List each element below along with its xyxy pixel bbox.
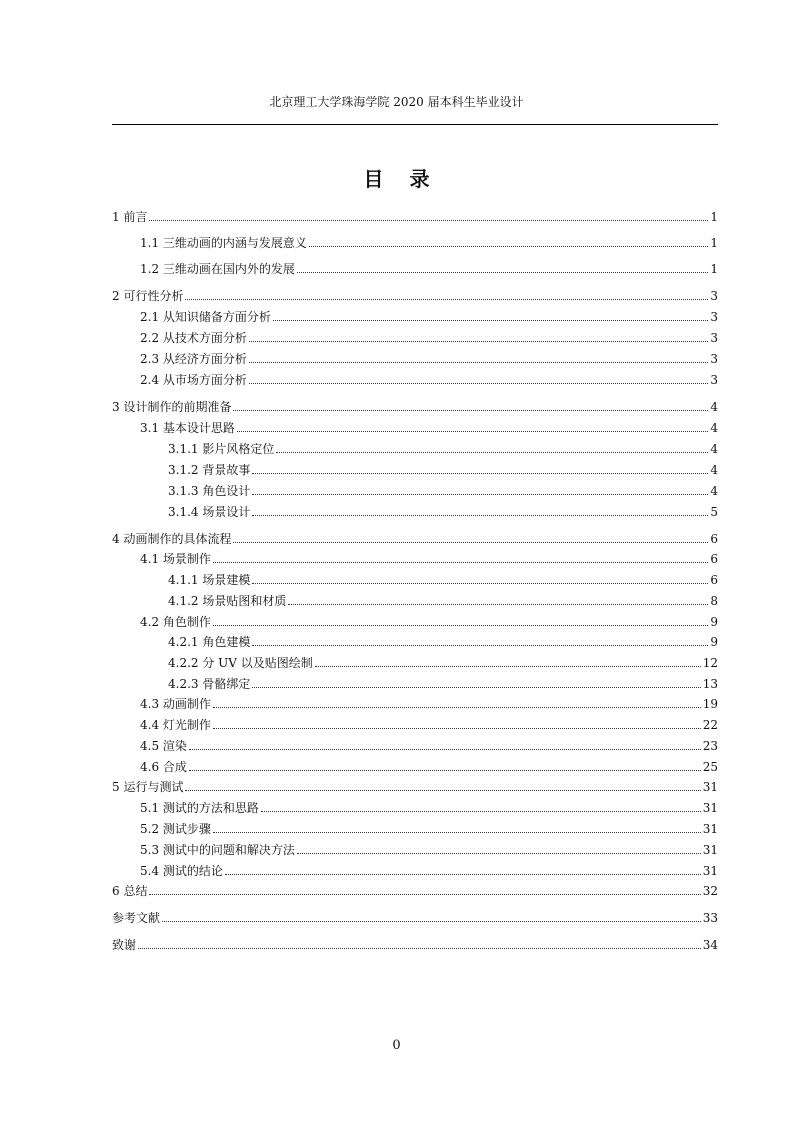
toc-dot-leader — [252, 473, 708, 474]
toc-entry-label: 5 运行与测试 — [112, 780, 184, 794]
toc-entry[interactable] — [112, 757, 718, 775]
toc-dot-leader — [185, 299, 708, 300]
toc-entry-label: 3.1 基本设计思路 — [140, 421, 235, 435]
toc-entry-label: 参考文献 — [112, 911, 161, 925]
toc-entry-label: 1.2 三维动画在国内外的发展 — [140, 262, 295, 276]
toc-entry-label: 5.1 测试的方法和思路 — [140, 801, 259, 815]
toc-entry-page: 19 — [702, 697, 718, 711]
toc-entry-label: 5.2 测试步骤 — [140, 822, 211, 836]
toc-entry-page: 23 — [702, 739, 718, 753]
toc-entry[interactable] — [112, 328, 718, 346]
toc-entry-page: 3 — [710, 352, 718, 366]
toc-dot-leader — [273, 320, 708, 321]
toc-entry-label: 2.4 从市场方面分析 — [140, 373, 247, 387]
toc-entry[interactable] — [112, 286, 718, 304]
table-of-contents — [112, 0, 718, 1122]
toc-entry[interactable] — [112, 307, 718, 325]
toc-entry-label: 4.5 渲染 — [140, 739, 187, 753]
toc-dot-leader — [138, 948, 701, 949]
toc-entry-page: 6 — [710, 532, 718, 546]
toc-entry-page: 4 — [710, 442, 718, 456]
toc-dot-leader — [213, 625, 708, 626]
toc-entry-label: 3.1.2 背景故事 — [168, 463, 251, 477]
toc-dot-leader — [252, 494, 708, 495]
toc-entry-page: 5 — [710, 505, 718, 519]
toc-entry-label: 3.1.3 角色设计 — [168, 484, 251, 498]
toc-entry-page: 4 — [710, 484, 718, 498]
toc-dot-leader — [261, 811, 701, 812]
toc-entry[interactable] — [112, 591, 718, 609]
toc-entry-page: 34 — [702, 938, 718, 952]
toc-entry-label: 致谢 — [112, 938, 137, 952]
page-number: 0 — [392, 1038, 401, 1053]
toc-dot-leader — [213, 832, 701, 833]
running-header: 北京理工大学珠海学院 2020 届本科生毕业设计 — [269, 95, 524, 109]
toc-entry-page: 31 — [702, 843, 718, 857]
toc-entry[interactable] — [112, 370, 718, 388]
toc-dot-leader — [213, 707, 701, 708]
toc-entry[interactable] — [112, 674, 718, 692]
toc-entry-page: 12 — [702, 656, 718, 670]
toc-entry-label: 5.4 测试的结论 — [140, 864, 223, 878]
toc-entry-label: 4.2.2 分 UV 以及贴图绘制 — [168, 656, 313, 670]
toc-entry-page: 4 — [710, 421, 718, 435]
toc-dot-leader — [233, 410, 708, 411]
toc-dot-leader — [288, 604, 708, 605]
toc-entry-label: 4.2 角色制作 — [140, 615, 211, 629]
toc-dot-leader — [249, 341, 708, 342]
toc-entry[interactable] — [112, 798, 718, 816]
toc-entry-page: 3 — [710, 289, 718, 303]
toc-dot-leader — [149, 220, 708, 221]
toc-entry-page: 4 — [710, 463, 718, 477]
toc-entry-page: 3 — [710, 373, 718, 387]
toc-dot-leader — [252, 645, 708, 646]
toc-dot-leader — [213, 562, 708, 563]
toc-entry-label: 4.1.1 场景建模 — [168, 573, 251, 587]
toc-dot-leader — [237, 431, 708, 432]
toc-entry-label: 1.1 三维动画的内涵与发展意义 — [140, 236, 307, 250]
toc-dot-leader — [189, 749, 701, 750]
toc-entry-page: 31 — [702, 780, 718, 794]
toc-dot-leader — [252, 515, 708, 516]
toc-entry-page: 31 — [702, 822, 718, 836]
toc-entry[interactable] — [112, 715, 718, 733]
toc-title: 目录 — [363, 167, 456, 191]
toc-dot-leader — [225, 874, 701, 875]
toc-entry[interactable] — [112, 935, 718, 953]
toc-entry-page: 8 — [710, 594, 718, 608]
toc-entry-label: 3.1.1 影片风格定位 — [168, 442, 275, 456]
toc-entry[interactable] — [112, 777, 718, 795]
toc-entry[interactable] — [112, 460, 718, 478]
toc-entry-label: 3.1.4 场景设计 — [168, 505, 251, 519]
toc-entry[interactable] — [112, 502, 718, 520]
toc-entry-page: 1 — [710, 236, 718, 250]
toc-entry[interactable] — [112, 529, 718, 547]
toc-dot-leader — [162, 921, 701, 922]
toc-dot-leader — [252, 687, 700, 688]
toc-dot-leader — [185, 790, 700, 791]
toc-entry-page: 31 — [702, 801, 718, 815]
toc-entry-page: 25 — [702, 760, 718, 774]
toc-entry[interactable] — [112, 549, 718, 567]
toc-entry-label: 1 前言 — [112, 210, 148, 224]
toc-entry[interactable] — [112, 439, 718, 457]
toc-entry-label: 2 可行性分析 — [112, 289, 184, 303]
toc-entry-label: 4.3 动画制作 — [140, 697, 211, 711]
toc-entry-label: 4.6 合成 — [140, 760, 187, 774]
toc-dot-leader — [189, 770, 701, 771]
toc-dot-leader — [249, 362, 708, 363]
toc-entry-page: 9 — [710, 635, 718, 649]
toc-entry-page: 31 — [702, 864, 718, 878]
toc-entry-label: 2.3 从经济方面分析 — [140, 352, 247, 366]
toc-entry-page: 22 — [702, 718, 718, 732]
toc-entry[interactable] — [112, 397, 718, 415]
toc-entry-label: 4.2.1 角色建模 — [168, 635, 251, 649]
toc-entry[interactable] — [112, 840, 718, 858]
toc-entry-label: 4.1.2 场景贴图和材质 — [168, 594, 287, 608]
toc-entry[interactable] — [112, 233, 718, 251]
toc-entry-page: 1 — [710, 210, 718, 224]
toc-entry-page: 13 — [702, 677, 718, 691]
toc-entry-page: 33 — [702, 911, 718, 925]
toc-dot-leader — [252, 583, 708, 584]
toc-entry[interactable] — [112, 819, 718, 837]
toc-dot-leader — [149, 894, 700, 895]
toc-dot-leader — [233, 542, 708, 543]
toc-entry[interactable] — [112, 207, 718, 225]
toc-dot-leader — [309, 246, 708, 247]
toc-entry[interactable] — [112, 570, 718, 588]
toc-entry-page: 6 — [710, 573, 718, 587]
toc-entry-label: 3 设计制作的前期准备 — [112, 400, 232, 414]
toc-entry-page: 3 — [710, 310, 718, 324]
toc-dot-leader — [213, 728, 701, 729]
toc-entry-label: 4.2.3 骨骼绑定 — [168, 677, 251, 691]
toc-dot-leader — [276, 452, 708, 453]
toc-entry[interactable] — [112, 481, 718, 499]
toc-dot-leader — [297, 853, 701, 854]
toc-entry[interactable] — [112, 259, 718, 277]
toc-entry-label: 5.3 测试中的问题和解决方法 — [140, 843, 295, 857]
toc-entry-label: 2.2 从技术方面分析 — [140, 331, 247, 345]
toc-entry[interactable] — [112, 908, 718, 926]
toc-entry[interactable] — [112, 881, 718, 899]
toc-entry[interactable] — [112, 349, 718, 367]
toc-dot-leader — [249, 383, 708, 384]
toc-dot-leader — [315, 666, 701, 667]
toc-entry[interactable] — [112, 653, 718, 671]
toc-entry-page: 1 — [710, 262, 718, 276]
toc-entry[interactable] — [112, 736, 718, 754]
toc-entry[interactable] — [112, 418, 718, 436]
toc-entry[interactable] — [112, 632, 718, 650]
toc-entry[interactable] — [112, 612, 718, 630]
toc-entry-page: 32 — [702, 884, 718, 898]
toc-entry-label: 4 动画制作的具体流程 — [112, 532, 232, 546]
toc-entry-page: 3 — [710, 331, 718, 345]
toc-entry-label: 2.1 从知识储备方面分析 — [140, 310, 271, 324]
toc-entry[interactable] — [112, 694, 718, 712]
toc-entry-page: 6 — [710, 552, 718, 566]
toc-dot-leader — [297, 272, 708, 273]
toc-entry-label: 4.1 场景制作 — [140, 552, 211, 566]
toc-entry-page: 4 — [710, 400, 718, 414]
toc-entry[interactable] — [112, 861, 718, 879]
toc-entry-page: 9 — [710, 615, 718, 629]
toc-entry-label: 6 总结 — [112, 884, 148, 898]
toc-entry-label: 4.4 灯光制作 — [140, 718, 211, 732]
